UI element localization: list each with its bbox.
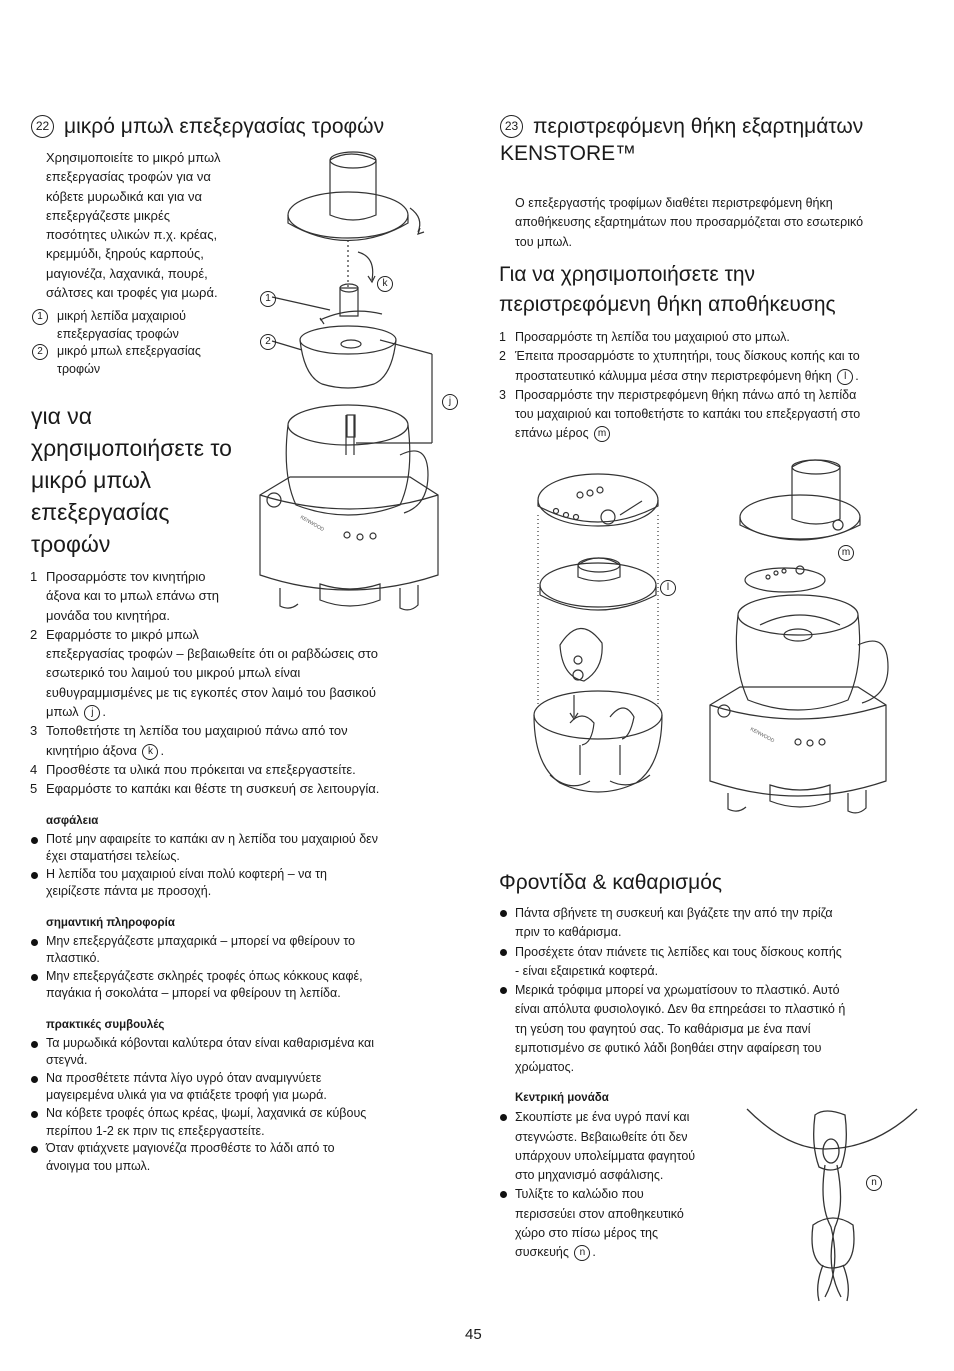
ref-l-marker: l	[837, 369, 853, 385]
safety-title: ασφάλεια	[46, 815, 99, 827]
section-22-heading	[31, 113, 384, 140]
kenstore-illustration	[520, 455, 920, 825]
step-item: 4 Προσθέστε τα υλικά που πρόκειται να επεξεργαστείτε.	[30, 761, 356, 777]
label-k: k	[377, 276, 393, 292]
label-j: j	[442, 394, 458, 410]
tips-title: πρακτικές συμβουλές	[46, 1018, 165, 1031]
bullet-item: Να κόβετε τροφές όπως κρέας, ψωμί, λαχανικά σε κύβους περίπου 1-2 εκ πριν τις επεξεργαστείτε.	[30, 1105, 460, 1140]
unit-block	[499, 1089, 739, 1263]
bullet-item: Μην επεξεργάζεστε μπαχαρικά – μπορεί να φθείρουν το πλαστικό.	[30, 933, 460, 968]
step-item: 2 Έπειτα προσαρμόστε το χτυπητήρι, τους δίσκους κοπής και το προστατευτικό κάλυμμα μέσα στην περιστρεφόμενη θήκη l .	[499, 349, 860, 383]
bullet-item: Σκουπίστε με ένα υγρό πανί και στεγνώστε. Βεβαιωθείτε ότι δεν υπάρχουν υπολείμματα φαγητού στο μηχανισμό ασφάλισης.	[499, 1108, 739, 1185]
ref-m-marker: m	[594, 426, 610, 442]
kenstore-use-heading: Για να χρησιμοποιήσετε την περιστρεφόμενη θήκη αποθήκευσης	[499, 263, 836, 316]
section-title: μικρό μπωλ επεξεργασίας τροφών	[64, 115, 385, 138]
label-n: n	[866, 1175, 882, 1191]
step-item: 5 Εφαρμόστε το καπάκι και θέστε τη συσκευή σε λειτουργία.	[30, 781, 380, 797]
step-item: 2 Εφαρμόστε το μικρό μπωλ επεξεργασίας τροφών – βεβαιωθείτε ότι οι ραβδώσεις στο εσωτερικό του λαιμού του μικρού μπωλ είναι ευθυγραμμισμένες με τις εγκοπές στον λαιμό του βασικού μπωλ j .	[30, 626, 378, 720]
part-item: 1 μικρή λεπίδα μαχαιριού επεξεργασίας τροφών	[30, 308, 260, 343]
part-item: 2 μικρό μπωλ επεξεργασίας τροφών	[30, 343, 260, 378]
intro-paragraph: Χρησιμοποιείτε το μικρό μπωλ επεξεργασίας τροφών για να κόβετε μυρωδικά και για να επεξεργάζεστε μικρές ποσότητες υλικών π.χ. κρέας, κρεμμύδι, ξηρούς καρπούς, μαγιονέζα, λαχανικά, πουρέ, σάλτσες και τροφές για μωρά.	[46, 150, 221, 301]
step-item: 1 Προσαρμόστε τη λεπίδα του μαχαιριού στο μπωλ.	[499, 330, 790, 344]
section-23-heading: 23 περιστρεφόμενη θήκη εξαρτημάτων KENSTORE™	[500, 115, 864, 165]
bullet-item: Όταν φτιάχνετε μαγιονέζα προσθέστε το λάδι από το άνοιγμα του μπωλ.	[30, 1140, 460, 1175]
safety-block	[30, 813, 460, 1175]
bullet-item: Τα μυρωδικά κόβονται καλύτερα όταν είναι καθαρισμένα και στεγνά.	[30, 1035, 460, 1070]
ref-k-marker: k	[142, 744, 158, 760]
bullet-item: Ποτέ μην αφαιρείτε το καπάκι αν η λεπίδα του μαχαιριού δεν έχει σταματήσει τελείως.	[30, 831, 460, 866]
bullet-item: Προσέχετε όταν πιάνετε τις λεπίδες και τους δίσκους κοπής - είναι εξαιρετικά κοφτερά.	[499, 943, 929, 982]
section-number: 23	[500, 115, 523, 138]
ref-n-marker: n	[574, 1245, 590, 1261]
unit-title: Κεντρική μονάδα	[515, 1092, 609, 1104]
ref-j-marker: j	[84, 705, 100, 721]
svg-text:KENWOOD: KENWOOD	[749, 726, 776, 745]
label-2: 2	[260, 334, 276, 350]
label-1: 1	[260, 291, 276, 307]
svg-text:KENWOOD: KENWOOD	[299, 514, 325, 533]
info-title: σημαντική πληροφορία	[46, 916, 175, 929]
mini-bowl-illustration	[250, 140, 465, 630]
bullet-item: Η λεπίδα του μαχαιριού είναι πολύ κοφτερή – να τη χειρίζεστε πάντα με προσοχή.	[30, 866, 460, 901]
cord-storage-illustration	[745, 1105, 925, 1305]
step-item: 1 Προσαρμόστε τον κινητήριο άξονα και το μπωλ επάνω στη μονάδα του κινητήρα.	[30, 569, 220, 623]
care-list	[499, 904, 929, 1078]
step-item: 3 Τοποθετήστε τη λεπίδα του μαχαιριού πάνω από τον κινητήριο άξονα k .	[30, 723, 348, 758]
label-m: m	[838, 545, 854, 561]
bullet-item: Μερικά τρόφιμα μπορεί να χρωματίσουν το πλαστικό. Αυτό είναι απόλυτα φυσιολογικό. Δεν θα επηρεάσει το πλαστικό ή τη γεύση του φαγητού σας. Το καθάρισμα με ένα πανί εμποτισμένο σε φυτικό λάδι βοηθάει στην αφαίρεση του χρώματος.	[499, 981, 929, 1077]
kenstore-intro: Ο επεξεργαστής τροφίμων διαθέτει περιστρεφόμενη θήκη αποθήκευσης εξαρτημάτων που προσαρμόζεται στο εσωτερικό του μπωλ.	[515, 196, 864, 249]
parts-list	[30, 308, 260, 378]
page-number: 45	[465, 1326, 482, 1343]
use-heading: για να χρησιμοποιήσετε το μικρό μπωλ επεξεργασίας τροφών	[31, 403, 232, 557]
section-number: 22	[31, 115, 54, 138]
bullet-item: Μην επεξεργάζεστε σκληρές τροφές όπως κόκκους καφέ, παγάκια ή σοκολάτα – μπορεί να φθείρουν τη λεπίδα.	[30, 968, 460, 1003]
bullet-item: Πάντα σβήνετε τη συσκευή και βγάζετε την από την πρίζα πριν το καθάρισμα.	[499, 904, 929, 943]
kenstore-steps	[499, 328, 929, 444]
bullet-item: Να προσθέτετε πάντα λίγο υγρό όταν αναμιγνύετε μαγειρεμένα υλικά για να φτιάξετε τροφή για μωρά.	[30, 1070, 460, 1105]
care-heading: Φροντίδα & καθαρισμός	[499, 871, 723, 894]
bullet-item: Τυλίξτε το καλώδιο που περισσεύει στον αποθηκευτικό χώρο στο πίσω μέρος της συσκευής n .	[499, 1185, 739, 1262]
step-item: 3 Προσαρμόστε την περιστρεφόμενη θήκη πάνω από τη λεπίδα του μαχαιριού και τοποθετήστε το καπάκι του επεξεργαστή στο επάνω μέρος m	[499, 387, 861, 441]
label-l: l	[660, 580, 676, 596]
